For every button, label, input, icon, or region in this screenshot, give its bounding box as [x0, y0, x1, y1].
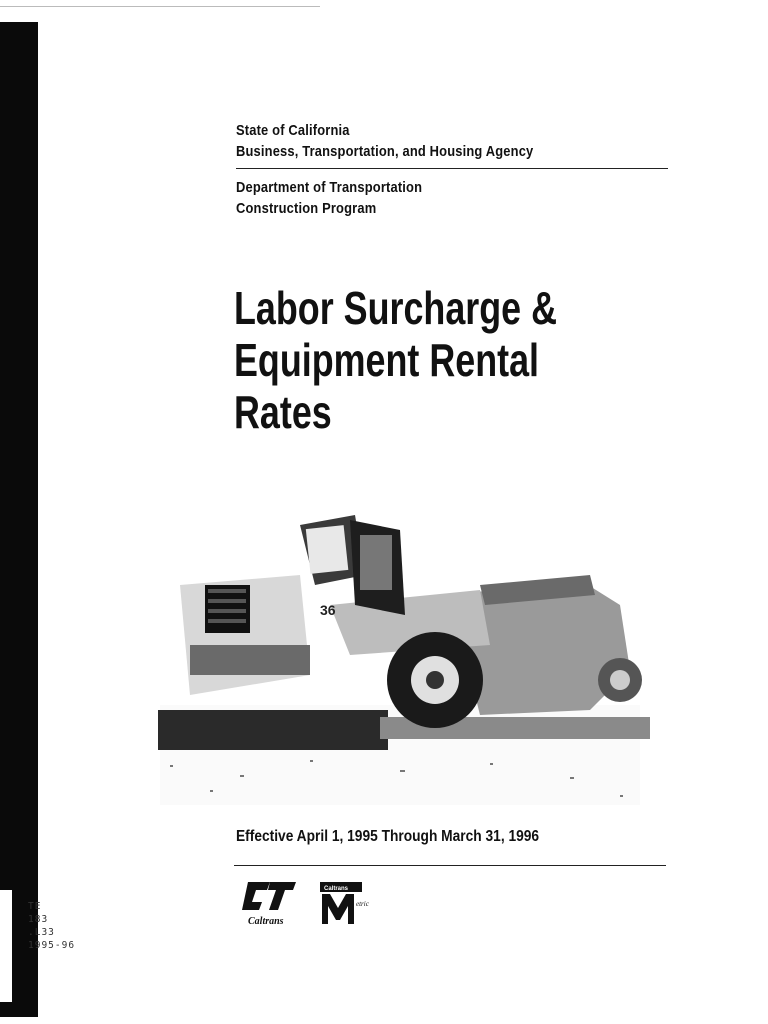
metric-logo-side-text: etric	[356, 900, 369, 908]
scraper-photo	[150, 505, 650, 805]
footer-divider	[234, 865, 666, 866]
call-number-line: 1995-96	[28, 940, 76, 951]
effective-dates: Effective April 1, 1995 Through March 31, 1996	[236, 828, 540, 845]
document-title	[234, 282, 557, 438]
department-name: Department of Transportation	[236, 179, 423, 196]
header-block	[236, 120, 668, 219]
library-call-number	[28, 900, 75, 952]
caltrans-logo-icon	[240, 878, 298, 928]
binding-bar	[0, 22, 38, 1017]
unit-number: 36	[320, 602, 336, 618]
title-line-1: Labor Surcharge &	[234, 282, 557, 334]
caltrans-metric-logo-icon	[318, 878, 378, 928]
title-line-3: Rates	[234, 386, 332, 438]
top-edge-rule	[0, 6, 320, 7]
binding-notch	[0, 890, 12, 1002]
call-number-line: 183	[28, 914, 49, 925]
call-number-line: TE	[28, 901, 42, 912]
title-line-2: Equipment Rental	[234, 334, 540, 386]
metric-logo-top-text: Caltrans	[324, 886, 349, 892]
header-divider	[236, 168, 668, 169]
call-number-line: .L33	[28, 927, 55, 938]
agency-name: Business, Transportation, and Housing Agency	[236, 143, 534, 160]
state-name: State of California	[236, 122, 350, 139]
caltrans-wordmark: Caltrans	[248, 916, 284, 927]
program-name: Construction Program	[236, 200, 377, 217]
